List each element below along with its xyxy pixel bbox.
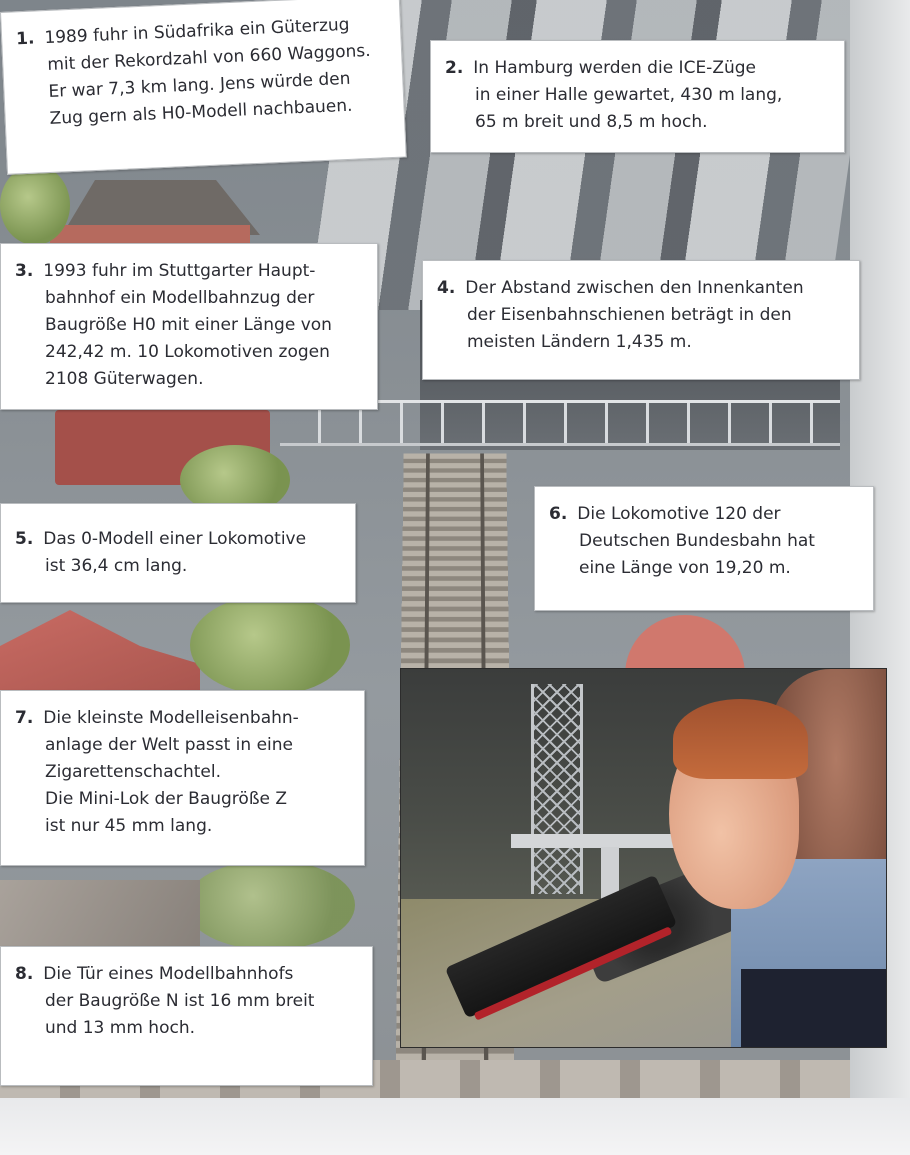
fact-line: und 13 mm hoch.: [45, 1018, 196, 1038]
fact-box-6: [534, 486, 874, 611]
fact-line: Die Mini-Lok der Baugröße Z: [45, 789, 288, 809]
page-bottom-margin: [0, 1098, 910, 1155]
fact-line: In Hamburg werden die ICE-Züge: [473, 58, 756, 78]
child-model-railway-photo: [400, 668, 887, 1048]
fact-line: der Baugröße N ist 16 mm breit: [45, 991, 315, 1011]
fact-box-8: [0, 946, 373, 1086]
fact-line: ist nur 45 mm lang.: [45, 816, 213, 836]
fact-line: Die Lokomotive 120 der: [577, 504, 781, 524]
fact-line: Baugröße H0 mit einer Länge von: [45, 315, 332, 335]
fact-box-2: [430, 40, 845, 153]
fact-line: Der Abstand zwischen den Innenkanten: [465, 278, 804, 298]
fact-line: Die kleinste Modelleisenbahn-: [43, 708, 299, 728]
photo-child-jacket: [741, 969, 887, 1048]
fact-number: 3.: [15, 261, 34, 281]
fact-line: der Eisenbahnschienen beträgt in den: [467, 305, 792, 325]
fact-line: 242,42 m. 10 Lokomotiven zogen: [45, 342, 330, 362]
fact-line: 65 m breit und 8,5 m hoch.: [475, 112, 708, 132]
fact-line: bahnhof ein Modellbahnzug der: [45, 288, 315, 308]
fact-line: anlage der Welt passt in eine: [45, 735, 294, 755]
fact-line: Er war 7,3 km lang. Jens würde den: [48, 68, 351, 102]
photo-bridge: [511, 834, 681, 848]
fact-number: 4.: [437, 278, 456, 298]
fact-number: 1.: [15, 28, 35, 50]
fact-line: Zug gern als H0-Modell nachbauen.: [49, 95, 353, 129]
fact-box-3: [0, 243, 378, 410]
fact-line: 1993 fuhr im Stuttgarter Haupt-: [43, 261, 316, 281]
photo-child-hair: [673, 699, 808, 779]
fact-line: mit der Rekordzahl von 660 Waggons.: [46, 40, 372, 75]
fact-line: ist 36,4 cm lang.: [45, 556, 188, 576]
fact-number: 2.: [445, 58, 464, 78]
fact-line: in einer Halle gewartet, 430 m lang,: [475, 85, 783, 105]
fact-number: 5.: [15, 529, 34, 549]
fact-line: eine Länge von 19,20 m.: [579, 558, 791, 578]
fact-box-5: [0, 503, 356, 603]
fact-line: meisten Ländern 1,435 m.: [467, 332, 692, 352]
fact-line: Zigarettenschachtel.: [45, 762, 221, 782]
fact-box-7: [0, 690, 365, 866]
photo-crane-tower: [531, 684, 583, 894]
fact-line: 2108 Güterwagen.: [45, 369, 204, 389]
fact-box-4: [422, 260, 860, 380]
fact-number: 8.: [15, 964, 34, 984]
fact-line: Deutschen Bundesbahn hat: [579, 531, 815, 551]
fact-line: 1989 fuhr in Südafrika ein Güterzug: [44, 14, 350, 49]
model-tree: [0, 165, 70, 245]
fact-number: 7.: [15, 708, 34, 728]
fact-line: Das 0-Modell einer Lokomotive: [43, 529, 307, 549]
model-tree: [185, 860, 355, 950]
model-tree: [190, 595, 350, 695]
fact-box-1: [0, 0, 407, 175]
fact-line: Die Tür eines Modellbahnhofs: [43, 964, 294, 984]
fact-number: 6.: [549, 504, 568, 524]
